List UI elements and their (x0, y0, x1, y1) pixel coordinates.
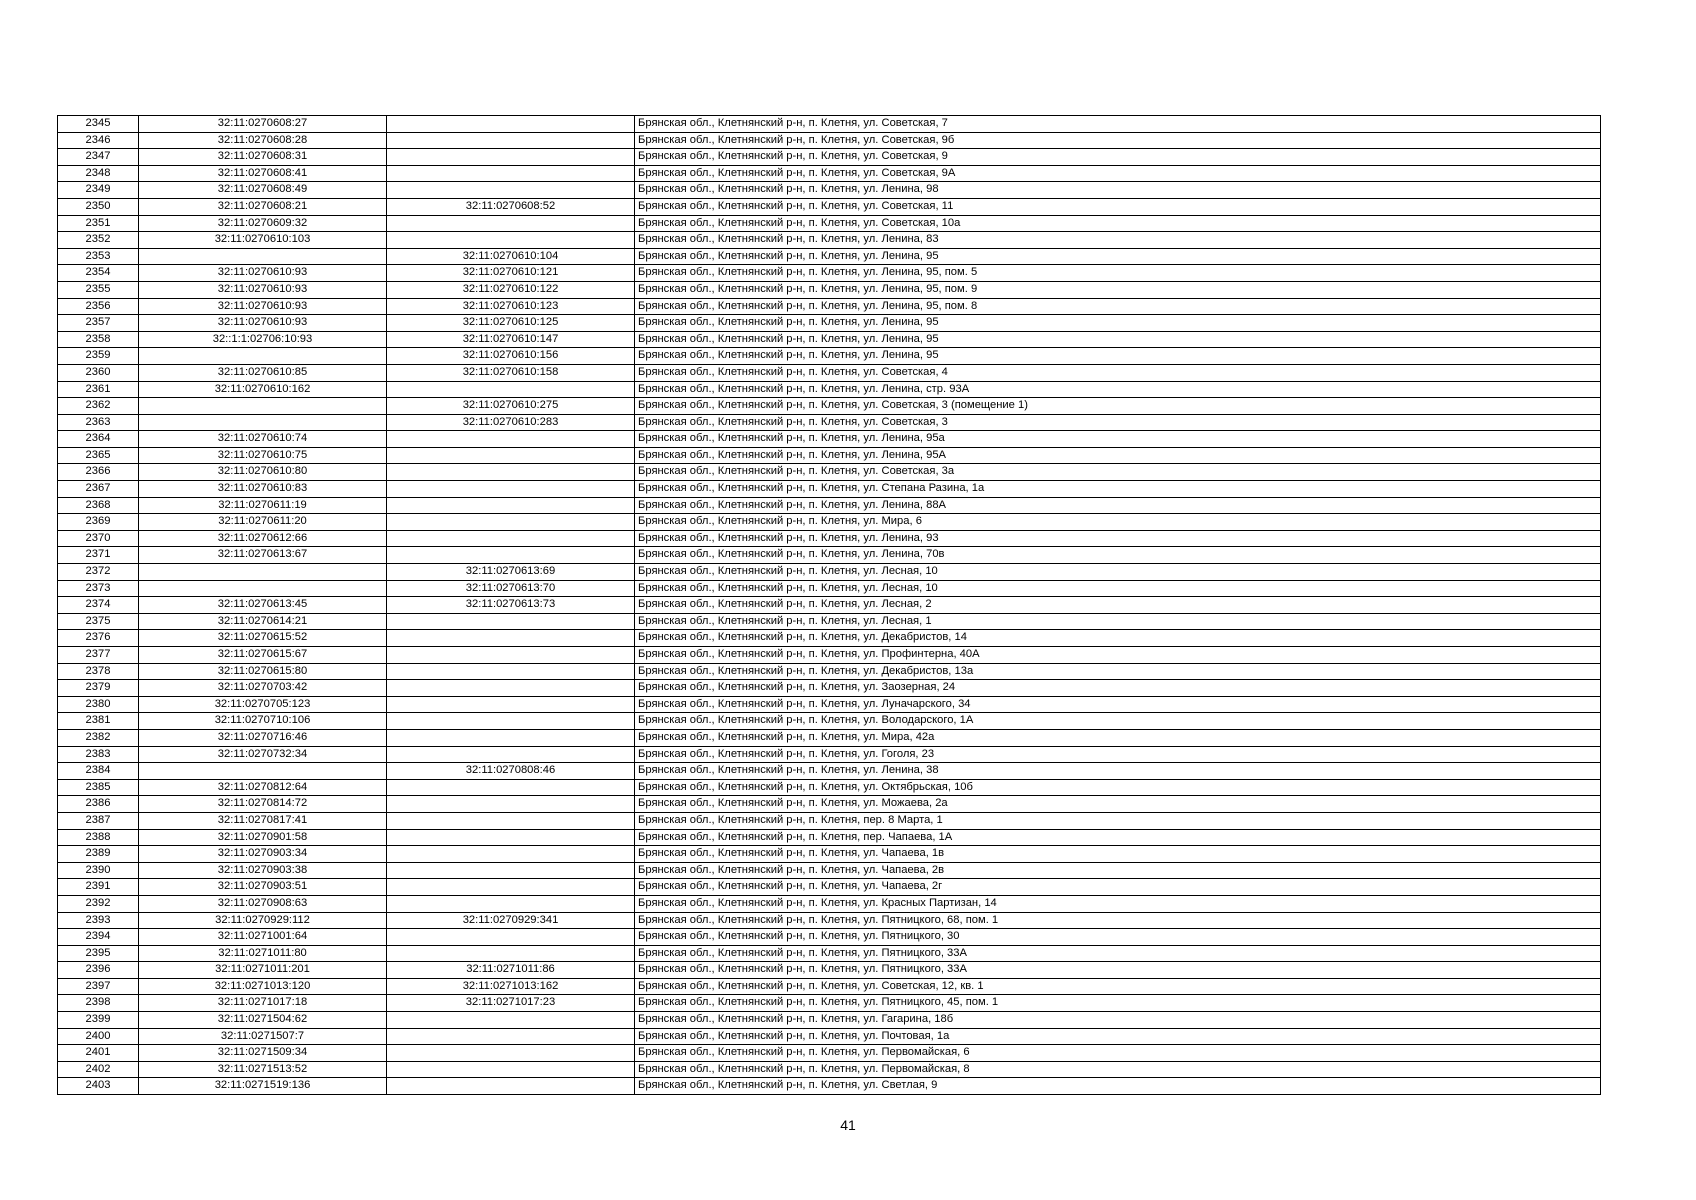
table-row (58, 165, 1601, 182)
row-number-cell: 2388 (58, 829, 139, 846)
row-number-cell: 2372 (58, 564, 139, 581)
address-cell: Брянская обл., Клетнянский р-н, п. Клетня, ул. Первомайская, 6 (635, 1045, 1601, 1062)
row-number-cell: 2366 (58, 464, 139, 481)
cadastral-number-cell: 32:11:0270812:64 (139, 779, 387, 796)
cadastral-number-cell (139, 580, 387, 597)
property-registry-table (57, 115, 1601, 1095)
table-row (58, 116, 1601, 133)
row-number-cell: 2345 (58, 116, 139, 133)
table-row (58, 663, 1601, 680)
related-cadastral-number-cell (387, 713, 635, 730)
table-row (58, 265, 1601, 282)
row-number-cell: 2357 (58, 315, 139, 332)
address-cell: Брянская обл., Клетнянский р-н, п. Клетня, ул. Советская, 3 (635, 414, 1601, 431)
cadastral-number-cell: 32:11:0270608:27 (139, 116, 387, 133)
cadastral-number-cell: 32:11:0270615:80 (139, 663, 387, 680)
related-cadastral-number-cell (387, 149, 635, 166)
row-number-cell: 2375 (58, 613, 139, 630)
row-number-cell: 2369 (58, 514, 139, 531)
cadastral-number-cell: 32::1:1:02706:10:93 (139, 331, 387, 348)
row-number-cell: 2362 (58, 398, 139, 415)
row-number-cell: 2371 (58, 547, 139, 564)
related-cadastral-number-cell (387, 464, 635, 481)
table-row (58, 978, 1601, 995)
address-cell: Брянская обл., Клетнянский р-н, п. Клетня, ул. Ленина, 95, пом. 9 (635, 281, 1601, 298)
address-cell: Брянская обл., Клетнянский р-н, п. Клетня, ул. Светлая, 9 (635, 1078, 1601, 1095)
table-row (58, 1078, 1601, 1095)
row-number-cell: 2360 (58, 364, 139, 381)
row-number-cell: 2379 (58, 680, 139, 697)
table-row (58, 580, 1601, 597)
table-row (58, 945, 1601, 962)
row-number-cell: 2397 (58, 978, 139, 995)
cadastral-number-cell: 32:11:0270610:103 (139, 232, 387, 249)
table-row (58, 447, 1601, 464)
cadastral-number-cell: 32:11:0270703:42 (139, 680, 387, 697)
row-number-cell: 2348 (58, 165, 139, 182)
related-cadastral-number-cell (387, 696, 635, 713)
address-cell: Брянская обл., Клетнянский р-н, п. Клетня, ул. Ленина, 38 (635, 763, 1601, 780)
related-cadastral-number-cell (387, 497, 635, 514)
table-row (58, 995, 1601, 1012)
table-row (58, 746, 1601, 763)
related-cadastral-number-cell (387, 232, 635, 249)
address-cell: Брянская обл., Клетнянский р-н, п. Клетня, ул. Ленина, 95а (635, 431, 1601, 448)
page-number: 41 (840, 1117, 856, 1133)
row-number-cell: 2386 (58, 796, 139, 813)
address-cell: Брянская обл., Клетнянский р-н, п. Клетня, ул. Ленина, 93 (635, 530, 1601, 547)
address-cell: Брянская обл., Клетнянский р-н, п. Клетня, ул. Октябрьская, 10б (635, 779, 1601, 796)
table-row (58, 630, 1601, 647)
row-number-cell: 2368 (58, 497, 139, 514)
row-number-cell: 2361 (58, 381, 139, 398)
table-row (58, 1045, 1601, 1062)
table-row (58, 281, 1601, 298)
cadastral-number-cell: 32:11:0271504:62 (139, 1012, 387, 1029)
address-cell: Брянская обл., Клетнянский р-н, п. Клетня, ул. Советская, 3а (635, 464, 1601, 481)
row-number-cell: 2390 (58, 862, 139, 879)
address-cell: Брянская обл., Клетнянский р-н, п. Клетня, ул. Декабристов, 13а (635, 663, 1601, 680)
cadastral-number-cell: 32:11:0270610:93 (139, 298, 387, 315)
row-number-cell: 2403 (58, 1078, 139, 1095)
related-cadastral-number-cell (387, 481, 635, 498)
related-cadastral-number-cell: 32:11:0270608:52 (387, 198, 635, 215)
related-cadastral-number-cell: 32:11:0270610:156 (387, 348, 635, 365)
related-cadastral-number-cell (387, 846, 635, 863)
cadastral-number-cell: 32:11:0270615:67 (139, 647, 387, 664)
address-cell: Брянская обл., Клетнянский р-н, п. Клетня, ул. Советская, 4 (635, 364, 1601, 381)
address-cell: Брянская обл., Клетнянский р-н, п. Клетня, ул. Ленина, 95, пом. 5 (635, 265, 1601, 282)
address-cell: Брянская обл., Клетнянский р-н, п. Клетня, ул. Пятницкого, 33А (635, 962, 1601, 979)
cadastral-number-cell: 32:11:0270929:112 (139, 912, 387, 929)
row-number-cell: 2373 (58, 580, 139, 597)
related-cadastral-number-cell (387, 215, 635, 232)
address-cell: Брянская обл., Клетнянский р-н, п. Клетня, ул. Советская, 9А (635, 165, 1601, 182)
cadastral-number-cell: 32:11:0270613:45 (139, 597, 387, 614)
address-cell: Брянская обл., Клетнянский р-н, п. Клетня, пер. Чапаева, 1А (635, 829, 1601, 846)
address-cell: Брянская обл., Клетнянский р-н, п. Клетня, ул. Ленина, 83 (635, 232, 1601, 249)
related-cadastral-number-cell (387, 514, 635, 531)
table-row (58, 895, 1601, 912)
related-cadastral-number-cell (387, 1012, 635, 1029)
row-number-cell: 2380 (58, 696, 139, 713)
table-row (58, 763, 1601, 780)
table-row (58, 796, 1601, 813)
cadastral-number-cell: 32:11:0270610:93 (139, 265, 387, 282)
row-number-cell: 2352 (58, 232, 139, 249)
related-cadastral-number-cell (387, 630, 635, 647)
related-cadastral-number-cell (387, 1061, 635, 1078)
table-row (58, 414, 1601, 431)
address-cell: Брянская обл., Клетнянский р-н, п. Клетня, ул. Декабристов, 14 (635, 630, 1601, 647)
related-cadastral-number-cell (387, 547, 635, 564)
related-cadastral-number-cell: 32:11:0270929:341 (387, 912, 635, 929)
related-cadastral-number-cell: 32:11:0270610:121 (387, 265, 635, 282)
cadastral-number-cell: 32:11:0270908:63 (139, 895, 387, 912)
related-cadastral-number-cell (387, 132, 635, 149)
table-row (58, 1061, 1601, 1078)
address-cell: Брянская обл., Клетнянский р-н, п. Клетня, ул. Советская, 12, кв. 1 (635, 978, 1601, 995)
row-number-cell: 2399 (58, 1012, 139, 1029)
cadastral-number-cell: 32:11:0270608:21 (139, 198, 387, 215)
row-number-cell: 2384 (58, 763, 139, 780)
row-number-cell: 2355 (58, 281, 139, 298)
row-number-cell: 2392 (58, 895, 139, 912)
cadastral-number-cell: 32:11:0270716:46 (139, 729, 387, 746)
related-cadastral-number-cell: 32:11:0270610:147 (387, 331, 635, 348)
cadastral-number-cell: 32:11:0270608:31 (139, 149, 387, 166)
row-number-cell: 2389 (58, 846, 139, 863)
related-cadastral-number-cell (387, 447, 635, 464)
table-row (58, 198, 1601, 215)
table-row (58, 912, 1601, 929)
address-cell: Брянская обл., Клетнянский р-н, п. Клетня, пер. 8 Марта, 1 (635, 812, 1601, 829)
row-number-cell: 2395 (58, 945, 139, 962)
address-cell: Брянская обл., Клетнянский р-н, п. Клетня, ул. Ленина, 95 (635, 331, 1601, 348)
related-cadastral-number-cell: 32:11:0271017:23 (387, 995, 635, 1012)
address-cell: Брянская обл., Клетнянский р-н, п. Клетня, ул. Можаева, 2а (635, 796, 1601, 813)
related-cadastral-number-cell (387, 381, 635, 398)
cadastral-number-cell: 32:11:0271509:34 (139, 1045, 387, 1062)
table-row (58, 962, 1601, 979)
address-cell: Брянская обл., Клетнянский р-н, п. Клетня, ул. Заозерная, 24 (635, 680, 1601, 697)
related-cadastral-number-cell: 32:11:0271013:162 (387, 978, 635, 995)
related-cadastral-number-cell (387, 746, 635, 763)
table-row (58, 315, 1601, 332)
row-number-cell: 2354 (58, 265, 139, 282)
address-cell: Брянская обл., Клетнянский р-н, п. Клетня, ул. Пятницкого, 45, пом. 1 (635, 995, 1601, 1012)
table-row (58, 497, 1601, 514)
row-number-cell: 2393 (58, 912, 139, 929)
address-cell: Брянская обл., Клетнянский р-н, п. Клетня, ул. Советская, 11 (635, 198, 1601, 215)
related-cadastral-number-cell: 32:11:0270610:104 (387, 248, 635, 265)
address-cell: Брянская обл., Клетнянский р-н, п. Клетня, ул. Чапаева, 2в (635, 862, 1601, 879)
cadastral-number-cell (139, 398, 387, 415)
table-row (58, 713, 1601, 730)
related-cadastral-number-cell (387, 929, 635, 946)
cadastral-number-cell (139, 248, 387, 265)
row-number-cell: 2353 (58, 248, 139, 265)
address-cell: Брянская обл., Клетнянский р-н, п. Клетня, ул. Гагарина, 18б (635, 1012, 1601, 1029)
related-cadastral-number-cell (387, 663, 635, 680)
table-row (58, 514, 1601, 531)
row-number-cell: 2346 (58, 132, 139, 149)
cadastral-number-cell: 32:11:0270610:93 (139, 315, 387, 332)
related-cadastral-number-cell (387, 613, 635, 630)
address-cell: Брянская обл., Клетнянский р-н, п. Клетня, ул. Ленина, 95 (635, 248, 1601, 265)
row-number-cell: 2401 (58, 1045, 139, 1062)
table-row (58, 929, 1601, 946)
related-cadastral-number-cell (387, 647, 635, 664)
related-cadastral-number-cell: 32:11:0271011:86 (387, 962, 635, 979)
address-cell: Брянская обл., Клетнянский р-н, п. Клетня, ул. Первомайская, 8 (635, 1061, 1601, 1078)
cadastral-number-cell: 32:11:0270705:123 (139, 696, 387, 713)
row-number-cell: 2396 (58, 962, 139, 979)
registry-body (58, 116, 1601, 1095)
related-cadastral-number-cell (387, 1045, 635, 1062)
cadastral-number-cell: 32:11:0270608:28 (139, 132, 387, 149)
row-number-cell: 2394 (58, 929, 139, 946)
row-number-cell: 2377 (58, 647, 139, 664)
cadastral-number-cell: 32:11:0270609:32 (139, 215, 387, 232)
cadastral-number-cell: 32:11:0271507:7 (139, 1028, 387, 1045)
table-row (58, 812, 1601, 829)
cadastral-number-cell (139, 414, 387, 431)
row-number-cell: 2365 (58, 447, 139, 464)
address-cell: Брянская обл., Клетнянский р-н, п. Клетня, ул. Почтовая, 1а (635, 1028, 1601, 1045)
row-number-cell: 2358 (58, 331, 139, 348)
cadastral-number-cell: 32:11:0271001:64 (139, 929, 387, 946)
table-row (58, 530, 1601, 547)
address-cell: Брянская обл., Клетнянский р-н, п. Клетня, ул. Красных Партизан, 14 (635, 895, 1601, 912)
address-cell: Брянская обл., Клетнянский р-н, п. Клетня, ул. Степана Разина, 1а (635, 481, 1601, 498)
related-cadastral-number-cell (387, 165, 635, 182)
cadastral-number-cell: 32:11:0271519:136 (139, 1078, 387, 1095)
address-cell: Брянская обл., Клетнянский р-н, п. Клетня, ул. Лесная, 2 (635, 597, 1601, 614)
table-row (58, 597, 1601, 614)
related-cadastral-number-cell (387, 879, 635, 896)
cadastral-number-cell (139, 763, 387, 780)
address-cell: Брянская обл., Клетнянский р-н, п. Клетня, ул. Пятницкого, 68, пом. 1 (635, 912, 1601, 929)
table-row (58, 398, 1601, 415)
address-cell: Брянская обл., Клетнянский р-н, п. Клетня, ул. Чапаева, 1в (635, 846, 1601, 863)
table-row (58, 431, 1601, 448)
related-cadastral-number-cell (387, 182, 635, 199)
address-cell: Брянская обл., Клетнянский р-н, п. Клетня, ул. Мира, 6 (635, 514, 1601, 531)
cadastral-number-cell: 32:11:0270814:72 (139, 796, 387, 813)
cadastral-number-cell: 32:11:0271011:80 (139, 945, 387, 962)
table-row (58, 680, 1601, 697)
row-number-cell: 2351 (58, 215, 139, 232)
related-cadastral-number-cell (387, 1028, 635, 1045)
cadastral-number-cell: 32:11:0271011:201 (139, 962, 387, 979)
row-number-cell: 2376 (58, 630, 139, 647)
address-cell: Брянская обл., Клетнянский р-н, п. Клетня, ул. Советская, 7 (635, 116, 1601, 133)
address-cell: Брянская обл., Клетнянский р-н, п. Клетня, ул. Луначарского, 34 (635, 696, 1601, 713)
row-number-cell: 2402 (58, 1061, 139, 1078)
related-cadastral-number-cell (387, 431, 635, 448)
related-cadastral-number-cell: 32:11:0270610:283 (387, 414, 635, 431)
row-number-cell: 2385 (58, 779, 139, 796)
address-cell: Брянская обл., Клетнянский р-н, п. Клетня, ул. Ленина, 95, пом. 8 (635, 298, 1601, 315)
related-cadastral-number-cell (387, 729, 635, 746)
row-number-cell: 2356 (58, 298, 139, 315)
row-number-cell: 2359 (58, 348, 139, 365)
cadastral-number-cell: 32:11:0270610:93 (139, 281, 387, 298)
related-cadastral-number-cell: 32:11:0270610:122 (387, 281, 635, 298)
related-cadastral-number-cell: 32:11:0270610:158 (387, 364, 635, 381)
cadastral-number-cell: 32:11:0270615:52 (139, 630, 387, 647)
address-cell: Брянская обл., Клетнянский р-н, п. Клетня, ул. Советская, 9б (635, 132, 1601, 149)
related-cadastral-number-cell: 32:11:0270613:69 (387, 564, 635, 581)
address-cell: Брянская обл., Клетнянский р-н, п. Клетня, ул. Советская, 9 (635, 149, 1601, 166)
related-cadastral-number-cell: 32:11:0270610:125 (387, 315, 635, 332)
cadastral-number-cell: 32:11:0270610:85 (139, 364, 387, 381)
address-cell: Брянская обл., Клетнянский р-н, п. Клетня, ул. Лесная, 10 (635, 564, 1601, 581)
cadastral-number-cell: 32:11:0270611:19 (139, 497, 387, 514)
address-cell: Брянская обл., Клетнянский р-н, п. Клетня, ул. Ленина, стр. 93А (635, 381, 1601, 398)
cadastral-number-cell: 32:11:0270610:162 (139, 381, 387, 398)
cadastral-number-cell: 32:11:0270610:80 (139, 464, 387, 481)
table-row (58, 481, 1601, 498)
address-cell: Брянская обл., Клетнянский р-н, п. Клетня, ул. Ленина, 88А (635, 497, 1601, 514)
cadastral-number-cell: 32:11:0270903:51 (139, 879, 387, 896)
row-number-cell: 2364 (58, 431, 139, 448)
address-cell: Брянская обл., Клетнянский р-н, п. Клетня, ул. Мира, 42а (635, 729, 1601, 746)
cadastral-number-cell: 32:11:0270611:20 (139, 514, 387, 531)
cadastral-number-cell: 32:11:0270608:49 (139, 182, 387, 199)
cadastral-number-cell: 32:11:0270610:75 (139, 447, 387, 464)
cadastral-number-cell: 32:11:0271013:120 (139, 978, 387, 995)
related-cadastral-number-cell: 32:11:0270610:123 (387, 298, 635, 315)
cadastral-number-cell: 32:11:0271513:52 (139, 1061, 387, 1078)
cadastral-number-cell: 32:11:0270710:106 (139, 713, 387, 730)
address-cell: Брянская обл., Клетнянский р-н, п. Клетня, ул. Пятницкого, 33А (635, 945, 1601, 962)
row-number-cell: 2363 (58, 414, 139, 431)
table-row (58, 613, 1601, 630)
address-cell: Брянская обл., Клетнянский р-н, п. Клетня, ул. Ленина, 98 (635, 182, 1601, 199)
address-cell: Брянская обл., Клетнянский р-н, п. Клетня, ул. Ленина, 70в (635, 547, 1601, 564)
address-cell: Брянская обл., Клетнянский р-н, п. Клетня, ул. Володарского, 1А (635, 713, 1601, 730)
table-row (58, 1028, 1601, 1045)
row-number-cell: 2378 (58, 663, 139, 680)
table-row (58, 149, 1601, 166)
row-number-cell: 2349 (58, 182, 139, 199)
cadastral-number-cell: 32:11:0270613:67 (139, 547, 387, 564)
related-cadastral-number-cell: 32:11:0270613:73 (387, 597, 635, 614)
cadastral-number-cell: 32:11:0270614:21 (139, 613, 387, 630)
row-number-cell: 2382 (58, 729, 139, 746)
table-row (58, 647, 1601, 664)
cadastral-number-cell: 32:11:0270612:66 (139, 530, 387, 547)
row-number-cell: 2374 (58, 597, 139, 614)
address-cell: Брянская обл., Клетнянский р-н, п. Клетня, ул. Профинтерна, 40А (635, 647, 1601, 664)
related-cadastral-number-cell: 32:11:0270610:275 (387, 398, 635, 415)
table-row (58, 464, 1601, 481)
related-cadastral-number-cell: 32:11:0270808:46 (387, 763, 635, 780)
table-row (58, 182, 1601, 199)
table-row (58, 846, 1601, 863)
table-row (58, 729, 1601, 746)
cadastral-number-cell: 32:11:0270817:41 (139, 812, 387, 829)
related-cadastral-number-cell (387, 796, 635, 813)
table-row (58, 547, 1601, 564)
related-cadastral-number-cell (387, 829, 635, 846)
row-number-cell: 2391 (58, 879, 139, 896)
related-cadastral-number-cell (387, 812, 635, 829)
address-cell: Брянская обл., Клетнянский р-н, п. Клетня, ул. Гоголя, 23 (635, 746, 1601, 763)
related-cadastral-number-cell (387, 1078, 635, 1095)
table-row (58, 564, 1601, 581)
table-row (58, 298, 1601, 315)
cadastral-number-cell: 32:11:0270901:58 (139, 829, 387, 846)
table-row (58, 248, 1601, 265)
related-cadastral-number-cell (387, 862, 635, 879)
row-number-cell: 2347 (58, 149, 139, 166)
address-cell: Брянская обл., Клетнянский р-н, п. Клетня, ул. Ленина, 95 (635, 348, 1601, 365)
table-row (58, 232, 1601, 249)
address-cell: Брянская обл., Клетнянский р-н, п. Клетня, ул. Советская, 10а (635, 215, 1601, 232)
related-cadastral-number-cell (387, 895, 635, 912)
cadastral-number-cell: 32:11:0271017:18 (139, 995, 387, 1012)
table-row (58, 381, 1601, 398)
related-cadastral-number-cell (387, 779, 635, 796)
cadastral-number-cell: 32:11:0270732:34 (139, 746, 387, 763)
row-number-cell: 2383 (58, 746, 139, 763)
row-number-cell: 2370 (58, 530, 139, 547)
address-cell: Брянская обл., Клетнянский р-н, п. Клетня, ул. Лесная, 10 (635, 580, 1601, 597)
table-row (58, 879, 1601, 896)
table-row (58, 779, 1601, 796)
table-row (58, 364, 1601, 381)
related-cadastral-number-cell (387, 945, 635, 962)
address-cell: Брянская обл., Клетнянский р-н, п. Клетня, ул. Лесная, 1 (635, 613, 1601, 630)
related-cadastral-number-cell (387, 680, 635, 697)
related-cadastral-number-cell (387, 530, 635, 547)
row-number-cell: 2350 (58, 198, 139, 215)
cadastral-number-cell: 32:11:0270610:83 (139, 481, 387, 498)
row-number-cell: 2398 (58, 995, 139, 1012)
table-row (58, 331, 1601, 348)
cadastral-number-cell: 32:11:0270903:34 (139, 846, 387, 863)
address-cell: Брянская обл., Клетнянский р-н, п. Клетня, ул. Пятницкого, 30 (635, 929, 1601, 946)
cadastral-number-cell (139, 348, 387, 365)
row-number-cell: 2387 (58, 812, 139, 829)
table-row (58, 829, 1601, 846)
cadastral-number-cell (139, 564, 387, 581)
row-number-cell: 2400 (58, 1028, 139, 1045)
address-cell: Брянская обл., Клетнянский р-н, п. Клетня, ул. Советская, 3 (помещение 1) (635, 398, 1601, 415)
address-cell: Брянская обл., Клетнянский р-н, п. Клетня, ул. Ленина, 95А (635, 447, 1601, 464)
table-row (58, 215, 1601, 232)
table-row (58, 348, 1601, 365)
related-cadastral-number-cell: 32:11:0270613:70 (387, 580, 635, 597)
cadastral-number-cell: 32:11:0270903:38 (139, 862, 387, 879)
row-number-cell: 2381 (58, 713, 139, 730)
address-cell: Брянская обл., Клетнянский р-н, п. Клетня, ул. Чапаева, 2г (635, 879, 1601, 896)
table-row (58, 132, 1601, 149)
table-row (58, 862, 1601, 879)
cadastral-number-cell: 32:11:0270610:74 (139, 431, 387, 448)
cadastral-number-cell: 32:11:0270608:41 (139, 165, 387, 182)
row-number-cell: 2367 (58, 481, 139, 498)
table-row (58, 1012, 1601, 1029)
related-cadastral-number-cell (387, 116, 635, 133)
table-row (58, 696, 1601, 713)
address-cell: Брянская обл., Клетнянский р-н, п. Клетня, ул. Ленина, 95 (635, 315, 1601, 332)
